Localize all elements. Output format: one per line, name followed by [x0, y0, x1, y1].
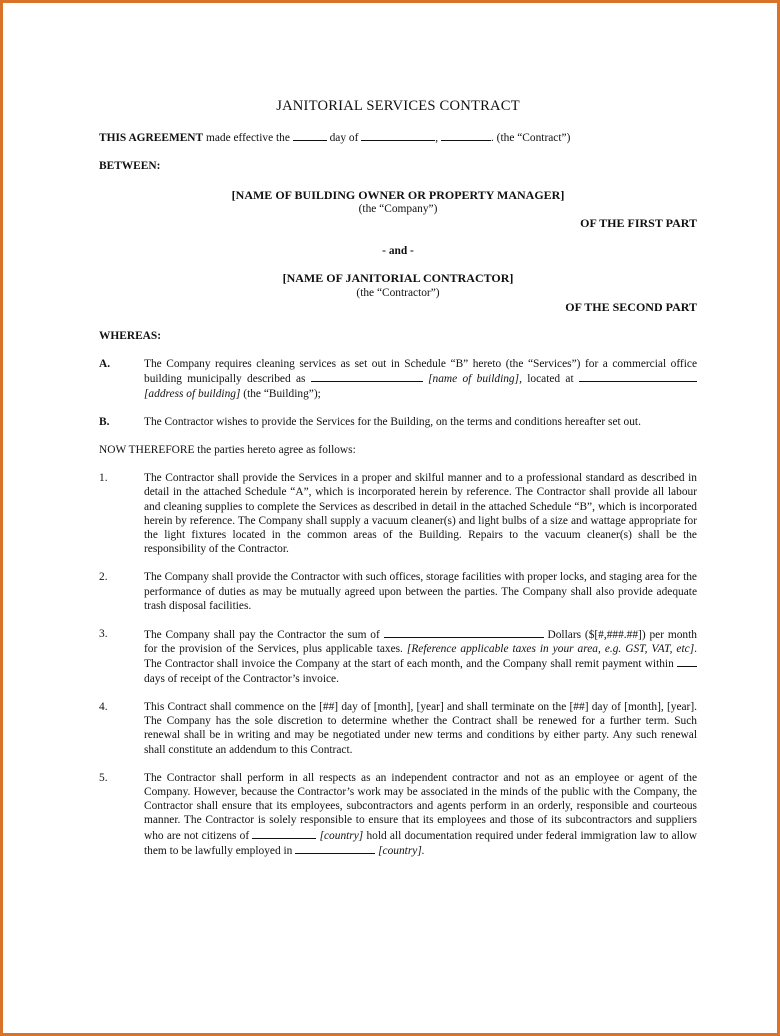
- agreement-text-3: ,: [435, 132, 439, 145]
- clause-5-label: 5.: [99, 771, 108, 784]
- blank-country-1: [252, 828, 316, 839]
- first-party-name: [NAME OF BUILDING OWNER OR PROPERTY MANAGER]: [231, 187, 565, 202]
- second-party-alias: (the “Contractor”): [356, 286, 440, 299]
- agreement-lead: THIS AGREEMENT: [99, 132, 204, 145]
- clause-1-text: The Contractor shall provide the Services in a proper and skilful manner and to a professional standard as described in detail in the attached Schedule “A”, which is incorporated herein by reference. The Contractor shall provide all labour and cleaning supplies to complete the Services as described in detail in the attached Schedule “B”, which is incorporated herein by reference. The Company shall supply a vacuum cleaner(s) and light bulbs of a size and wattage appropriate for the light fixtures located in the common areas of the Building. Repairs to the vacuum cleaner(s) shall be the responsibility of the Contractor.: [144, 472, 697, 556]
- blank-building-address: [579, 371, 697, 382]
- clause-1: [99, 471, 697, 556]
- clause-5-text: The Contractor shall perform in all respects as an independent contractor and not as an employee or agent of the Company. However, because the Contractor’s work may be associated in the minds of the public with the Company, the Contractor shall ensure that its employees, subcontractors and agents perform in an orderly, responsible and courteous manner. The Contractor is solely responsible to ensure that its employees and those of its subcontractors and suppliers who are not citizens of [country] hold all documentation required under federal immigration law to allow them to be lawfully employed in [country].: [144, 771, 697, 857]
- recital-b: [99, 415, 697, 429]
- clause-3-label: 3.: [99, 628, 108, 641]
- recital-a-label: A.: [99, 358, 111, 371]
- recital-a-text: The Company requires cleaning services as set out in Schedule “B” hereto (the “Services”) for a commercial office building municipally described as [name of building], located at [address of building] (the “Building”);: [144, 358, 697, 400]
- and-separator: - and -: [382, 245, 414, 258]
- first-party-part: OF THE FIRST PART: [580, 216, 697, 231]
- clause-2-label: 2.: [99, 571, 108, 584]
- clause-3-text: The Company shall pay the Contractor the sum of Dollars ($[#,###.##]) per month for the provision of the Services, plus applicable taxes. [Reference applicable taxes in your area, e.g. GST, VAT, etc]. The Contractor shall invoice the Company at the start of each month, and the Company shall remit payment within days of receipt of the Contractor’s invoice.: [144, 629, 697, 685]
- clause-1-label: 1.: [99, 472, 108, 485]
- agreement-line: [99, 130, 697, 145]
- document-body: [99, 99, 697, 858]
- second-party-part: OF THE SECOND PART: [565, 299, 697, 314]
- clause-2: [99, 570, 697, 613]
- agreement-text-2: day of: [329, 132, 359, 145]
- clause-2-text: The Company shall provide the Contractor with such offices, storage facilities with proper locks, and staging area for the performance of duties as may be mutually agreed upon between the parties. The Company shall also provide adequate trash disposal facilities.: [144, 571, 697, 612]
- blank-month: [361, 130, 435, 141]
- recital-a: [99, 357, 697, 401]
- agreement-text-4: . (the “Contract”): [490, 132, 571, 145]
- blank-year: [441, 130, 491, 141]
- second-party-name: [NAME OF JANITORIAL CONTRACTOR]: [282, 271, 514, 286]
- clause-5: [99, 771, 697, 858]
- recital-b-text: The Contractor wishes to provide the Services for the Building, on the terms and conditions hereafter set out.: [144, 415, 641, 428]
- clause-3: [99, 627, 697, 686]
- blank-amount: [384, 627, 544, 638]
- first-party-alias: (the “Company”): [358, 202, 438, 215]
- between-heading: BETWEEN:: [99, 160, 161, 173]
- blank-days: [677, 656, 697, 667]
- blank-day: [293, 130, 327, 141]
- clause-4-text: This Contract shall commence on the [##] day of [month], [year] and shall terminate on the [##] day of [month], [year]. The Company has the sole discretion to determine whether the Contract shall be renewed for a further term. Such renewal shall be in writing and may be negotiated under new terms and conditions by either party. Any such renewal shall constitute an addendum to this Contract.: [144, 700, 697, 756]
- document-title: JANITORIAL SERVICES CONTRACT: [276, 98, 520, 114]
- recital-b-label: B.: [99, 415, 110, 428]
- clause-4-label: 4.: [99, 700, 108, 713]
- blank-building-name: [311, 371, 423, 382]
- blank-country-2: [295, 843, 375, 854]
- now-therefore: NOW THEREFORE the parties hereto agree as follows:: [99, 444, 356, 457]
- agreement-text-1: made effective the: [205, 132, 290, 145]
- whereas-heading: WHEREAS:: [99, 330, 162, 343]
- clause-4: [99, 700, 697, 757]
